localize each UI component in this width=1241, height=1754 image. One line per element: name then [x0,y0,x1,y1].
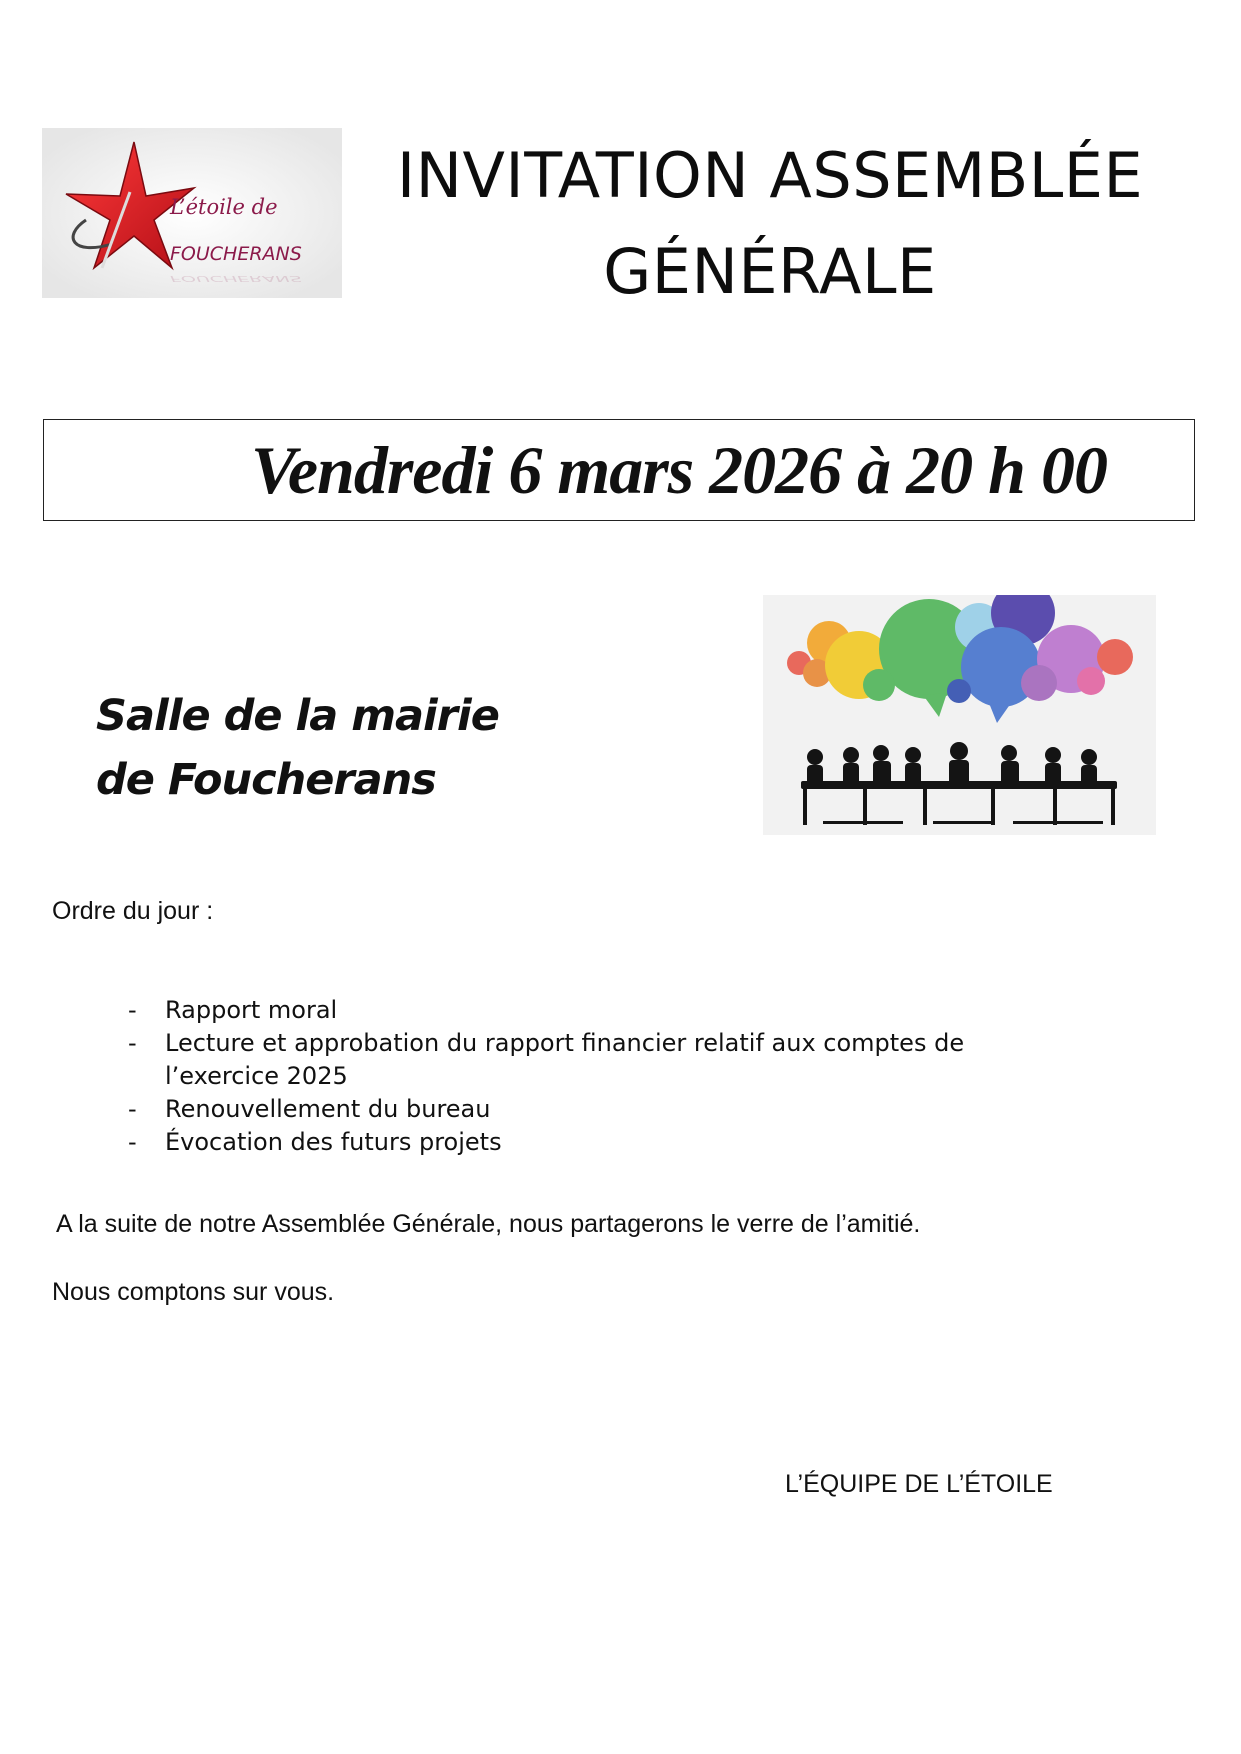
list-item-text: Évocation des futurs projets [165,1128,502,1156]
list-item [128,1093,1008,1126]
thanks-paragraph: Nous comptons sur vous. [52,1278,335,1306]
list-dash: - [128,1029,137,1057]
list-item-text: Renouvellement du bureau [165,1095,491,1123]
title-line2: GÉNÉRALE [603,235,937,308]
page-title [340,128,1200,320]
venue-line2: de Foucherans [96,755,436,805]
closing-paragraph: A la suite de notre Assemblée Générale, nous partagerons le verre de l’amitié. [56,1210,921,1238]
meeting-illustration [763,595,1156,835]
title-line1: INVITATION ASSEMBLÉE [396,139,1144,212]
list-item-text: Rapport moral [165,996,338,1024]
meeting-date: Vendredi 6 mars 2026 à 20 h 00 [251,432,1107,508]
agenda-title: Ordre du jour : [52,897,214,925]
list-dash: - [128,1128,137,1156]
club-logo [42,128,342,298]
venue [96,684,696,812]
list-dash: - [128,1095,137,1123]
logo-text-line2: FOUCHERANS [170,243,302,265]
list-dash: - [128,996,137,1024]
list-item [128,994,1008,1027]
signature: L’ÉQUIPE DE L’ÉTOILE [785,1470,1053,1498]
list-item-text: Lecture et approbation du rapport financier relatif aux comptes de l’exercice 2025 [165,1029,965,1090]
date-box [43,419,1195,521]
speech-bubbles-icon [787,595,1133,723]
list-item [128,1126,1008,1159]
venue-line1: Salle de la mairie [96,691,499,741]
list-item [128,1027,1008,1093]
agenda-list [128,994,1008,1159]
logo-text-reflection: FOUCHERANS [170,273,302,283]
logo-text-line1: L’étoile de [170,195,278,219]
people-silhouettes-icon [801,742,1117,825]
